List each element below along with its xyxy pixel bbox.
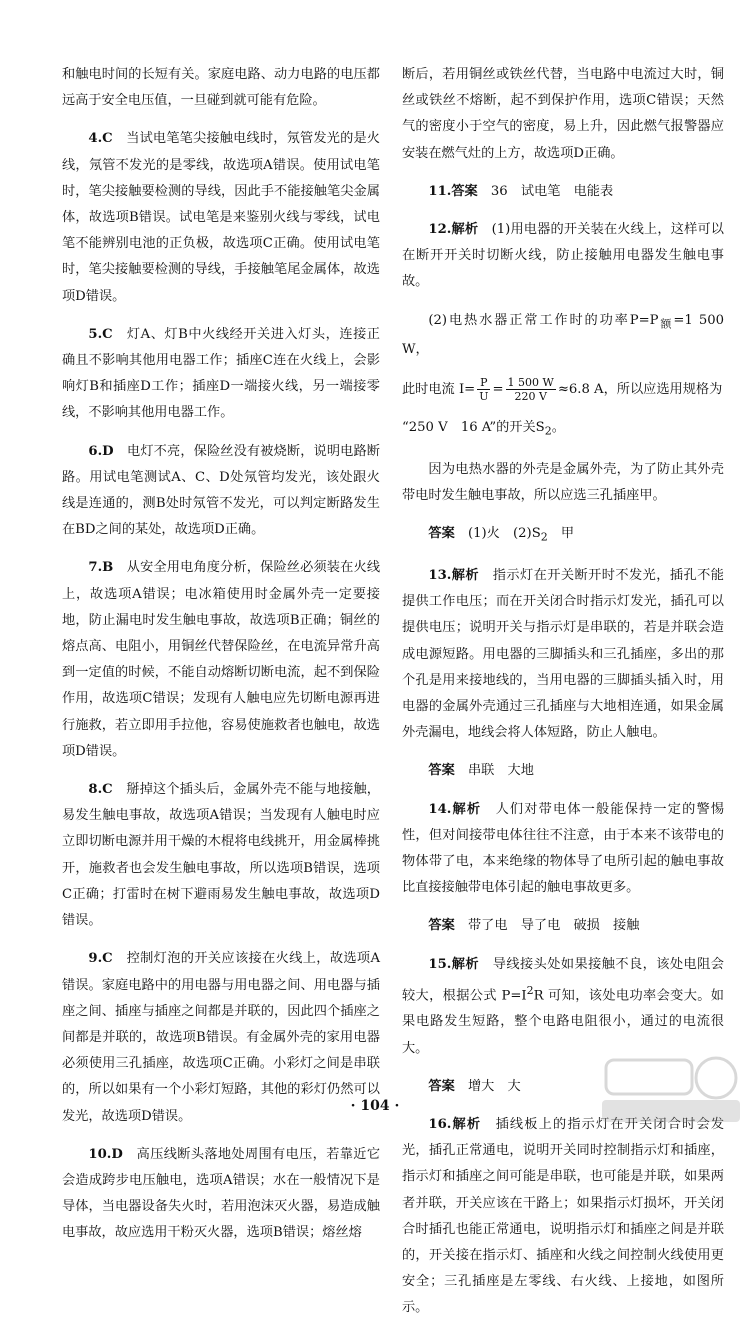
fraction: $\frac{1 500 W}{220 V}$	[507, 375, 554, 403]
answer-item-7: 7.B 从安全用电角度分析，保险丝必须装在火线上，故选项A错误；电冰箱使用时金属外壳一定要接地，防止漏电时发生触电事故，故选项B正确；铜丝的熔点高、电阻小，用铜丝代替保险丝，在电流异常升高到一定值的时候，不能自动熔断切断电流，起不到保险作用，故选项C错误；发现有人触电应先切断电源再进行施救，若立即用手拉他，容易使施救者也触电，故选项D错误。	[62, 560, 381, 759]
answer-item-6: 6.D 电灯不亮，保险丝没有被烧断，说明电路断路。用试电笔测试A、C、D处氖管均发光，该处跟火线是连通的，测B处时氖管不发光，可以判定断路发生在BD之间的某处，故选项D正确。	[62, 443, 380, 538]
answer-item-15: 15.解析 导线接头处如果接触不良，该处电阻会较大，根据公式 $P=I^2R$ 可知，该处电功率会变大。如果电路发生短路，整个电路电阻很小，通过的电流很大。	[402, 956, 724, 1056]
answer-item-8: 8.C 掰掉这个插头后，金属外壳不能与地接触，易发生触电事故，故选项A错误；当发现有人触电时应立即切断电源并用干燥的木棍将电线挑开，用金属棒挑开，施救者也会发生触电事故，所以选项B错误，选项C正确；打雷时在树下避雨易发生触电事故，故选项D错误。	[62, 782, 380, 929]
answer-item-4: 4.C 当试电笔笔尖接触电线时，氖管发光的是火线，氖管不发光的是零线，故选项A错误。使用试电笔时，笔尖接触要检测的导线，因此手不能接触笔尖金属体，故选项B错误。试电笔是来鉴别火线与零线，试电笔不能辨别电池的正负极，故选项C正确。使用试电笔时，笔尖接触要检测的导线，手接触笔尾金属体，故选项D错误。	[62, 131, 380, 304]
answer-line: 答案 带了电 导了电 破损 接触	[428, 918, 640, 934]
paragraph: 和触电时间的长短有关。家庭电路、动力电路的电压都远高于安全电压值，一旦碰到就可能有危险。	[62, 67, 380, 109]
answer-item-16: 16.解析 插线板上的指示灯在开关闭合时会发光，插孔正常通电，说明开关同时控制指示灯和插座，指示灯和插座之间可能是串联，也可能是并联，如果两者并联，开关应该在干路上；如果指示灯损坏，开关闭合时插孔也能正常通电，说明指示灯和插座之间是并联的，开关接在指示灯、插座和火线之间控制火线使用更安全；三孔插座是左零线、右火线、上接地，如图所示。	[402, 1117, 725, 1316]
answer-item-14: 14.解析 人们对带电体一般能保持一定的警惕性，但对间接带电体往往不注意，由于本来不该带电的物体带了电，本来绝缘的物体导了电所引起的触电事故比直接接触带电体引起的触电事故更多。	[402, 801, 725, 896]
formula-line: 此时电流 I= $\frac{P}{U}$ = $\frac{1 500 W}{220 V}$ ≈6.8 A，所以应选用规格为	[402, 375, 723, 403]
answer-line: 答案 串联 大地	[428, 763, 534, 779]
left-column	[62, 62, 380, 1259]
answer-item-10: 10.D 高压线断头落地处周围有电压，若靠近它会造成跨步电压触电，选项A错误；水在一般情况下是导体，当电器设备失火时，若用泡沫灭火器，易造成触电事故，故应选用干粉灭火器，选项B错误；熔丝熔	[62, 1146, 381, 1241]
answer-item-13: 13.解析 指示灯在开关断开时不发光，插孔不能提供工作电压；而在开关闭合时指示灯发光，插孔可以提供电压；说明开关与指示灯是串联的，若是并联会造成电源短路。用电器的三脚插头和三孔插座，多出的那个孔是用来接地线的，当用电器的三脚插头插入时，用电器的金属外壳通过三孔插座与大地相连通，如果金属外壳漏电，地线会将人体短路，防止人触电。	[402, 567, 724, 741]
paragraph: 断后，若用铜丝或铁丝代替，当电路中电流过大时，铜丝或铁丝不熔断，起不到保护作用，选项C错误；天然气的密度小于空气的密度，易上升，因此燃气报警器应安装在燃气灶的上方，故选项D正确。	[402, 67, 724, 161]
answer-item-5: 5.C 灯A、灯B中火线经开关进入灯头，连接正确且不影响其他用电器工作；插座C连在火线上，会影响灯B和插座D工作；插座D一端接火线，另一端接零线，不影响其他用电器工作。	[62, 326, 380, 421]
page-number: · 104 ·	[350, 1098, 400, 1114]
answer-line: 答案 增大 大	[428, 1078, 521, 1094]
answer-item-9: 9.C 控制灯泡的开关应该接在火线上，故选项A错误。家庭电路中的用电器与用电器之间、用电器与插座之间、插座与插座之间都是并联的，因此四个插座之间都是并联的，故选项B错误。有金属外壳的家用电器必须使用三孔插座，故选项C正确。小彩灯之间是串联的，所以如果有一个小彩灯短路，其他的彩灯仍然可以发光，故选项D错误。	[62, 951, 381, 1124]
answer-line: 答案 (1)火 $(2)S_2$ 甲	[428, 526, 575, 544]
paragraph: (2)电热水器正常工作时的功率$P=P_额=1$ 500 W，	[402, 312, 724, 358]
answer-item-12: 12.解析 (1)用电器的开关装在火线上，这样可以在断开开关时切断火线，防止接触用电器发生触电事故。	[402, 222, 724, 290]
paragraph: 因为电热水器的外壳是金属外壳，为了防止其外壳带电时发生触电事故，所以应选三孔插座甲。	[402, 461, 724, 503]
paragraph: “250 V 16 A”的开关$S_2$。	[402, 419, 565, 438]
answer-item-11: 11.答案 36 试电笔 电能表	[428, 183, 614, 199]
right-column	[402, 62, 724, 1334]
fraction: $\frac{P}{U}$	[479, 375, 489, 403]
